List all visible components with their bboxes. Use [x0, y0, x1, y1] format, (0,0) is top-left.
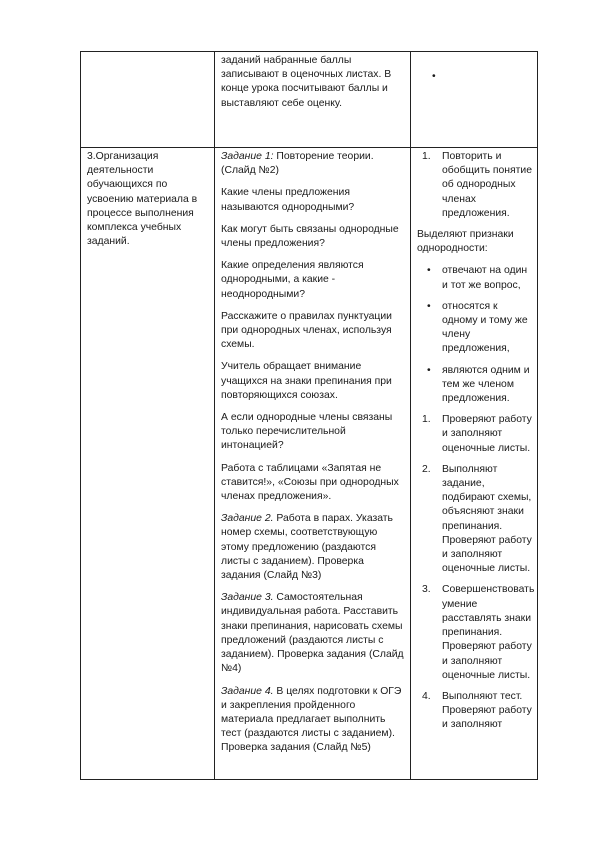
list-item [417, 413, 532, 456]
students-first-list [417, 150, 532, 221]
list-number: 3. [422, 584, 431, 596]
teacher-paragraph [221, 685, 405, 756]
lesson-plan-table [80, 51, 538, 780]
teacher-paragraph [221, 360, 405, 403]
paragraph-text: Какие определения являются однородными, а какие - неоднородными? [221, 260, 364, 300]
stage-cell [81, 52, 215, 148]
table-row [81, 52, 538, 148]
paragraph-text: Какие члены предложения называются однородными? [221, 187, 355, 213]
teacher-paragraph [221, 259, 405, 302]
teacher-paragraph [221, 150, 405, 178]
paragraph-text: А если однородные члены связаны только перечислительной интонацией? [221, 412, 393, 452]
teacher-paragraph [221, 186, 405, 214]
task-label: Задание 4. [221, 685, 274, 697]
list-item [417, 463, 532, 577]
task-label: Задание 1: [221, 151, 274, 162]
students-bullet-list [417, 264, 532, 406]
teacher-paragraph [221, 54, 405, 111]
students-note: Выделяют признаки однородности: [417, 229, 514, 255]
task-label: Задание 3. [221, 592, 274, 604]
list-item [417, 690, 532, 733]
stage-cell [81, 148, 215, 780]
paragraph-text: Повторение теории. (Слайд №2) [221, 151, 374, 177]
teacher-cell [215, 52, 411, 148]
paragraph-text: Работа с таблицами «Запятая не ставится!», «Союзы при однородных членах предложения». [221, 462, 399, 503]
list-number: 1. [422, 151, 431, 162]
paragraph-text: В целях подготовки к ОГЭ и закрепления пройденного материала предлагает выполнить тест (раздаются листы с заданием). Проверка задания (Слайд №5) [221, 685, 402, 754]
list-text: Проверяют работу и заполняют оценочные листы. [442, 414, 532, 454]
paragraph-text: Учитель обращает внимание учащихся на знаки препинания при повторяющихся союзах. [221, 361, 392, 401]
teacher-cell [215, 148, 411, 780]
paragraph-text: заданий набранные баллы записывают в оценочных листах. В конце урока посчитывают баллы и выставляют себе оценку. [221, 55, 392, 109]
teacher-paragraph [221, 223, 405, 251]
teacher-paragraph [221, 512, 405, 583]
table-row [81, 148, 538, 780]
list-text: Повторить и обобщить понятие об однородных членах предложения. [442, 151, 532, 219]
list-text: Выполняют тест. Проверяют работу и заполняют [442, 690, 532, 731]
list-item [417, 150, 532, 221]
empty-bullet: • [432, 71, 436, 82]
list-text: Совершенствовать умение расставлять знаки препинания. Проверяют работу и заполняют оценочные листы. [442, 584, 535, 681]
students-cell [411, 52, 538, 148]
list-item: • являются одним и тем же членом предложения. [417, 364, 532, 407]
list-text: Выполняют задание, подбирают схемы, объясняют знаки препинания. Проверяют работу и заполняют оценочные листы. [442, 463, 532, 575]
paragraph-text: Как могут быть связаны однородные члены предложения? [221, 223, 399, 250]
list-item: • относятся к одному и тому же члену предложения, [417, 300, 532, 357]
paragraph-text: Расскажите о правилах пунктуации при однородных членах, используя схемы. [221, 310, 392, 351]
list-item: • отвечают на один и тот же вопрос, [417, 264, 532, 292]
paragraph-text: Работа в парах. Указать номер схемы, соответствующую этому предложению (раздаются листы с заданием). Проверка задания (Слайд №3) [221, 513, 393, 582]
students-numbered-list [417, 413, 535, 732]
teacher-paragraph [221, 462, 405, 505]
teacher-paragraph [221, 411, 405, 454]
list-number: 2. [422, 463, 431, 475]
list-item [417, 583, 535, 682]
list-number: 1. [422, 414, 431, 426]
stage-text: 3.Организация деятельности обучающихся по усвоению материала в процессе выполнения комплекса учебных заданий. [87, 151, 198, 248]
list-number: 4. [422, 690, 431, 702]
teacher-paragraph [221, 310, 405, 353]
paragraph-text: Самостоятельная индивидуальная работа. Расставить знаки препинания, нарисовать схемы предложений (раздаются листы с заданием). Проверка задания (Слайд №4) [221, 592, 404, 675]
teacher-paragraph [221, 591, 405, 676]
students-cell [411, 148, 538, 780]
task-label: Задание 2. [221, 513, 274, 525]
